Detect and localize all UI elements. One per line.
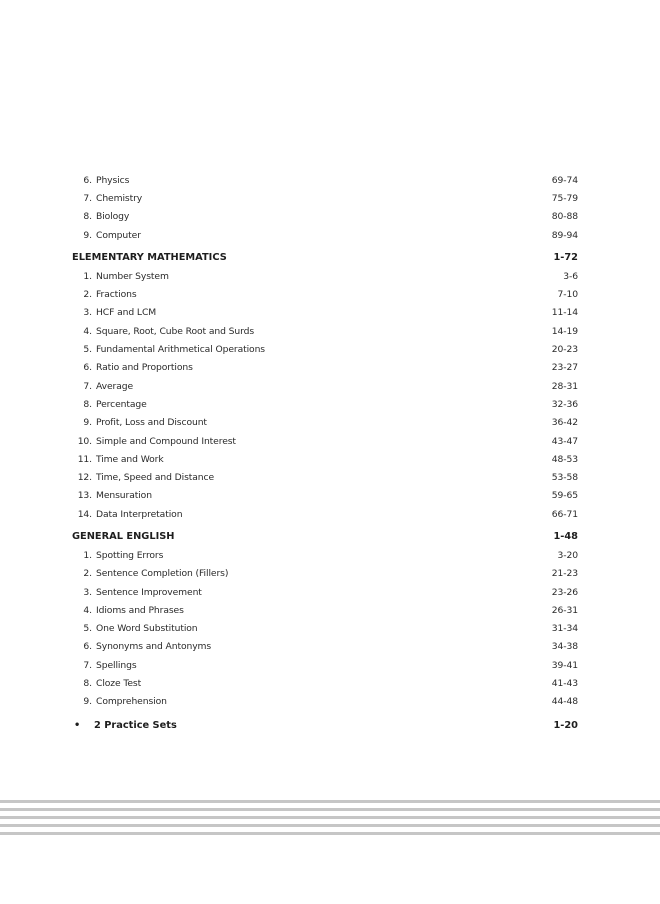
item-title: Fundamental Arithmetical Operations [96,344,265,356]
practice-pages: 1-20 [553,719,578,731]
toc-row [72,359,578,377]
english-section [72,526,578,711]
toc-row [72,432,578,450]
toc-row [72,267,578,285]
item-title: Spellings [96,659,137,671]
item-number: 8. [83,211,92,223]
item-pages: 26-31 [551,604,578,616]
toc-row [72,171,578,189]
item-number: 11. [77,453,92,465]
item-number: 9. [83,417,92,429]
section-pages: 1-72 [553,251,578,263]
item-pages: 3-6 [563,270,578,282]
stripe-line [0,800,660,803]
item-title: Data Interpretation [96,508,183,520]
toc-row [72,620,578,638]
footer-stripes [0,800,660,840]
toc-row [72,601,578,619]
item-title: Average [96,380,134,392]
item-number: 9. [83,696,92,708]
item-number: 2. [83,289,92,301]
item-pages: 23-27 [551,362,578,374]
item-number: 5. [83,623,92,635]
item-title: Ratio and Proportions [96,362,193,374]
practice-title: 2 Practice Sets [94,719,177,731]
item-title: Number System [96,270,169,282]
item-pages: 48-53 [551,453,578,465]
item-title: One Word Substitution [96,623,198,635]
section-title: ELEMENTARY MATHEMATICS [72,251,227,263]
item-number: 14. [77,508,92,520]
item-number: 2. [83,568,92,580]
item-title: Percentage [96,398,147,410]
stripe-line [0,808,660,811]
item-title: Sentence Improvement [96,586,202,598]
toc-row [72,638,578,656]
item-pages: 34-38 [551,641,578,653]
toc-row [72,340,578,358]
bullet-icon: • [74,719,81,731]
section-heading [72,247,578,267]
toc-row [72,693,578,711]
item-number: 7. [83,380,92,392]
item-title: Time and Work [96,453,164,465]
item-pages: 44-48 [551,696,578,708]
section-title: GENERAL ENGLISH [72,530,175,542]
table-of-contents [72,171,578,735]
item-number: 7. [83,659,92,671]
item-pages: 59-65 [551,490,578,502]
item-title: Mensuration [96,490,152,502]
item-title: Square, Root, Cube Root and Surds [96,325,255,337]
stripe-line [0,832,660,835]
toc-row [72,487,578,505]
item-number: 10. [77,435,92,447]
item-pages: 23-26 [551,586,578,598]
item-title: Synonyms and Antonyms [96,641,212,653]
toc-row [72,450,578,468]
item-number: 8. [83,398,92,410]
item-pages: 69-74 [551,174,578,186]
item-number: 5. [83,344,92,356]
toc-row [72,468,578,486]
toc-row [72,226,578,244]
toc-row [72,395,578,413]
item-pages: 36-42 [551,417,578,429]
item-pages: 80-88 [551,211,578,223]
toc-row [72,656,578,674]
item-number: 12. [77,472,92,484]
item-number: 6. [83,362,92,374]
item-number: 6. [83,641,92,653]
item-title: HCF and LCM [96,307,157,319]
item-pages: 28-31 [551,380,578,392]
item-pages: 31-34 [551,623,578,635]
item-number: 1. [83,549,92,561]
math-section [72,247,578,523]
item-pages: 32-36 [551,398,578,410]
toc-row [72,208,578,226]
item-title: Cloze Test [96,678,142,690]
item-pages: 43-47 [551,435,578,447]
item-number: 6. [83,174,92,186]
toc-row [72,414,578,432]
item-number: 3. [83,307,92,319]
section-pages: 1-48 [553,530,578,542]
stripe-line [0,824,660,827]
item-pages: 89-94 [551,229,578,241]
item-title: Fractions [96,289,137,301]
item-number: 1. [83,270,92,282]
item-number: 3. [83,586,92,598]
item-number: 13. [77,490,92,502]
item-number: 4. [83,604,92,616]
item-pages: 39-41 [551,659,578,671]
item-number: 9. [83,229,92,241]
toc-row [72,505,578,523]
toc-row [72,583,578,601]
toc-row [72,377,578,395]
item-title: Chemistry [96,192,143,204]
item-pages: 66-71 [551,508,578,520]
item-number: 4. [83,325,92,337]
item-title: Idioms and Phrases [96,604,184,616]
item-title: Time, Speed and Distance [96,472,215,484]
toc-row [72,546,578,564]
toc-row [72,285,578,303]
toc-row [72,189,578,207]
item-pages: 20-23 [551,344,578,356]
toc-row [72,322,578,340]
item-pages: 41-43 [551,678,578,690]
item-title: Computer [96,229,141,241]
item-title: Spotting Errors [96,549,164,561]
stripe-line [0,816,660,819]
item-number: 8. [83,678,92,690]
item-title: Biology [96,211,130,223]
item-title: Simple and Compound Interest [96,435,236,447]
item-number: 7. [83,192,92,204]
item-title: Sentence Completion (Fillers) [96,568,229,580]
item-pages: 14-19 [551,325,578,337]
science-section [72,171,578,244]
item-title: Physics [96,174,130,186]
item-pages: 53-58 [551,472,578,484]
item-title: Profit, Loss and Discount [96,417,207,429]
item-title: Comprehension [96,696,167,708]
practice-sets-row [72,715,578,735]
item-pages: 75-79 [551,192,578,204]
toc-row [72,304,578,322]
item-pages: 7-10 [557,289,578,301]
toc-row [72,674,578,692]
item-pages: 3-20 [557,549,578,561]
section-heading [72,526,578,546]
item-pages: 11-14 [551,307,578,319]
item-pages: 21-23 [551,568,578,580]
toc-row [72,565,578,583]
